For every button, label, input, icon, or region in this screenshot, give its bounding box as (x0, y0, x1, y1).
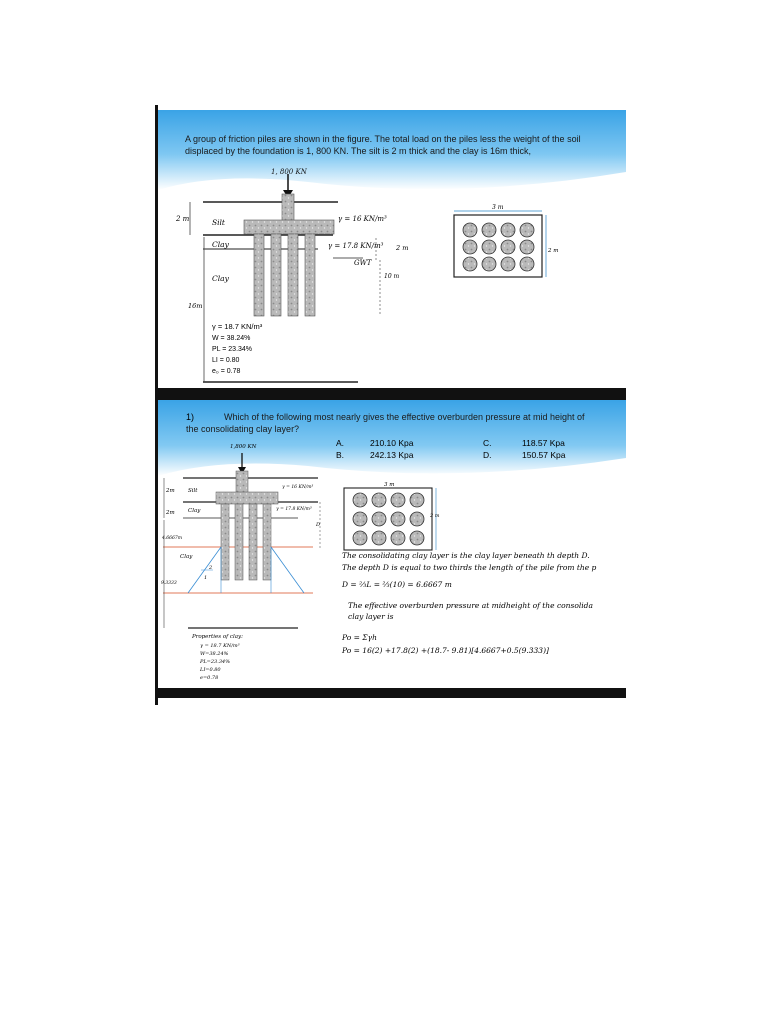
question-number: 1) (186, 412, 195, 422)
silt-label: Silt (212, 218, 225, 227)
prop-gamma: γ = 18.7 KN/m³ (200, 643, 240, 649)
slide-bottom-bar (155, 688, 626, 698)
load-label: 1,800 KN (230, 444, 257, 450)
prop-e0: e₀ = 0.78 (212, 368, 241, 375)
explain-line1: The consolidating clay layer is the clay layer beneath th depth D. (342, 551, 590, 560)
silt-thickness: 2 m (176, 215, 190, 223)
gamma-clay: γ = 17.8 KN/m³ (328, 242, 384, 250)
prop-gamma: γ = 18.7 KN/m³ (212, 322, 263, 331)
prop-li: LI = 0.80 (212, 357, 240, 364)
question-line2: the consolidating clay layer? (186, 424, 300, 434)
props-title: Properties of clay: (192, 634, 244, 640)
slide2-figure (158, 400, 626, 688)
depth-d-label: D (316, 522, 321, 528)
dim-9333: 9.3333 (161, 581, 177, 586)
prop-pl: PL = 23.34% (212, 346, 253, 353)
plan-width: 3 m (492, 204, 504, 211)
choice-d-label: D. (483, 450, 492, 460)
prop-pl: PL=23.34% (200, 659, 230, 665)
slope-one: 1 (204, 575, 208, 581)
slope-two: 2 (209, 565, 213, 571)
choice-a-label: A. (336, 438, 345, 448)
clay-label-upper: Clay (188, 508, 201, 514)
explain-line3: The effective overburden pressure at midheight of the consolida (348, 601, 593, 610)
gamma-silt: γ = 16 KN/m³ (282, 485, 314, 490)
clay-top-thickness: 2m (166, 510, 175, 516)
choice-b-label: B. (336, 450, 345, 460)
prop-w: W = 38.24% (212, 335, 251, 342)
choice-a-value: 210.10 Kpa (370, 438, 414, 448)
gamma-clay: γ = 17.8 KN/m³ (276, 507, 312, 512)
po-definition: Po = Σγh (342, 633, 377, 642)
pile-length: 10 m (384, 273, 400, 280)
problem-text-line1: A group of friction piles are shown in the figure. The total load on the piles less the weight of the soil (185, 134, 581, 144)
dim-4667: 4.6667m (162, 536, 183, 541)
prop-e: e=0.78 (200, 675, 219, 681)
po-calculation: Po = 16(2) +17.8(2) +(18.7- 9.81)[4.6667+0.5(9.333)] (342, 646, 549, 655)
plan-depth: 2 m (430, 513, 440, 519)
solution-explanation (341, 551, 597, 655)
question-line1: Which of the following most nearly gives the effective overburden pressure at mid height of (224, 412, 585, 422)
clay-label-upper: Clay (212, 240, 229, 249)
clay-properties (212, 322, 263, 375)
choice-b-value: 242.13 Kpa (370, 450, 414, 460)
slide-solution (158, 400, 626, 688)
explain-line2: The depth D is equal to two thirds the length of the pile from the p (342, 563, 597, 572)
explain-line4: clay layer is (348, 612, 394, 621)
choice-c-label: C. (483, 438, 492, 448)
slide-separator (155, 388, 626, 400)
clay-properties (191, 634, 243, 681)
clay-label-lower: Clay (180, 554, 193, 560)
clay-label-lower: Clay (212, 274, 229, 283)
prop-li: LI=0.80 (200, 667, 221, 673)
gwt-dimension: 2 m (396, 244, 409, 252)
choice-c-value: 118.57 Kpa (522, 438, 565, 448)
choice-d-value: 150.57 Kpa (522, 450, 566, 460)
plan-width: 3 m (384, 482, 395, 488)
slide1-figure (158, 110, 626, 388)
plan-depth: 2 m (548, 248, 559, 254)
formula-d: D = ⅔L = ⅔(10) = 6.6667 m (342, 580, 452, 589)
gamma-silt: γ = 16 KN/m³ (338, 215, 387, 223)
load-label: 1, 800 KN (271, 168, 307, 176)
clay-thickness: 16m (188, 302, 203, 310)
silt-thickness: 2m (166, 488, 175, 494)
silt-label: Silt (188, 488, 198, 494)
prop-w: W=38.24% (200, 651, 229, 657)
gwt-label: GWT (354, 259, 372, 267)
problem-text-line2: displaced by the foundation is 1, 800 KN. The silt is 2 m thick and the clay is 16m thick, (185, 146, 532, 156)
slide-problem-statement (158, 110, 626, 388)
